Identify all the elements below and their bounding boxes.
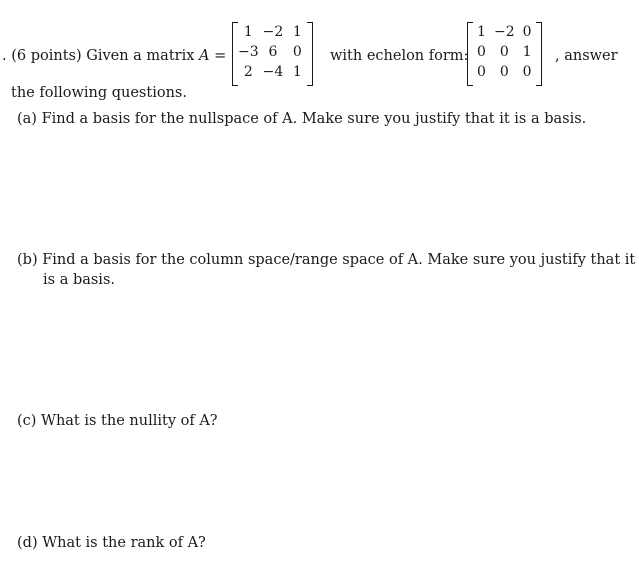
- matrix-echelon-row: [471, 62, 538, 82]
- matrix-echelon-table: [471, 22, 538, 82]
- matrix-echelon-cell: 0: [477, 64, 486, 80]
- matrix-a-table: [236, 22, 309, 82]
- matrix-echelon-cell: 1: [522, 44, 532, 60]
- matrix-echelon: [467, 22, 542, 86]
- matrix-a-left-bracket: [232, 22, 238, 86]
- matrix-echelon-cell: 0: [499, 44, 509, 60]
- matrix-echelon-cell: 0: [522, 24, 532, 40]
- matrix-a-cell: 1: [243, 24, 253, 40]
- problem-continuation: the following questions.: [11, 85, 187, 101]
- equals-sign: =: [214, 48, 227, 64]
- matrix-a-cell: −4: [262, 64, 284, 80]
- matrix-a-row: [236, 62, 309, 82]
- matrix-echelon-cell: 1: [477, 24, 486, 40]
- echelon-label: with echelon form:: [330, 48, 469, 64]
- question-c: (c) What is the nullity of A?: [17, 413, 218, 429]
- matrix-a-cell: −3: [238, 44, 259, 60]
- matrix-a-row: [236, 22, 309, 42]
- matrix-a-row: [236, 42, 309, 62]
- matrix-a-cell: 6: [268, 44, 278, 60]
- question-d: (d) What is the rank of A?: [17, 535, 206, 551]
- question-a: (a) Find a basis for the nullspace of A. Make sure you justify that it is a basis.: [17, 111, 587, 127]
- matrix-echelon-cell: 0: [499, 64, 509, 80]
- matrix-echelon-row: [471, 22, 538, 42]
- question-b-line2: is a basis.: [43, 272, 115, 288]
- matrix-a-cell: 1: [292, 64, 302, 80]
- matrix-variable: A: [199, 48, 210, 64]
- matrix-echelon-row: [471, 42, 538, 62]
- matrix-a-cell: −2: [262, 24, 284, 40]
- matrix-a-right-bracket: [307, 22, 313, 86]
- matrix-echelon-right-bracket: [536, 22, 542, 86]
- problem-intro: [2, 45, 226, 67]
- question-b-line1: (b) Find a basis for the column space/range space of A. Make sure you justify that it: [17, 252, 636, 268]
- matrix-echelon-cell: −2: [494, 24, 515, 40]
- matrix-echelon-cell: 0: [522, 64, 532, 80]
- matrix-a-cell: 0: [292, 44, 302, 60]
- matrix-echelon-cell: 0: [477, 44, 486, 60]
- matrix-echelon-left-bracket: [467, 22, 473, 86]
- matrix-a-cell: 1: [292, 24, 302, 40]
- problem-points-label: (6 points) Given a matrix: [11, 48, 195, 64]
- answer-trailing-text: , answer: [555, 48, 618, 64]
- bullet-dot: .: [2, 48, 12, 64]
- matrix-a-cell: 2: [243, 64, 253, 80]
- matrix-a: [232, 22, 313, 86]
